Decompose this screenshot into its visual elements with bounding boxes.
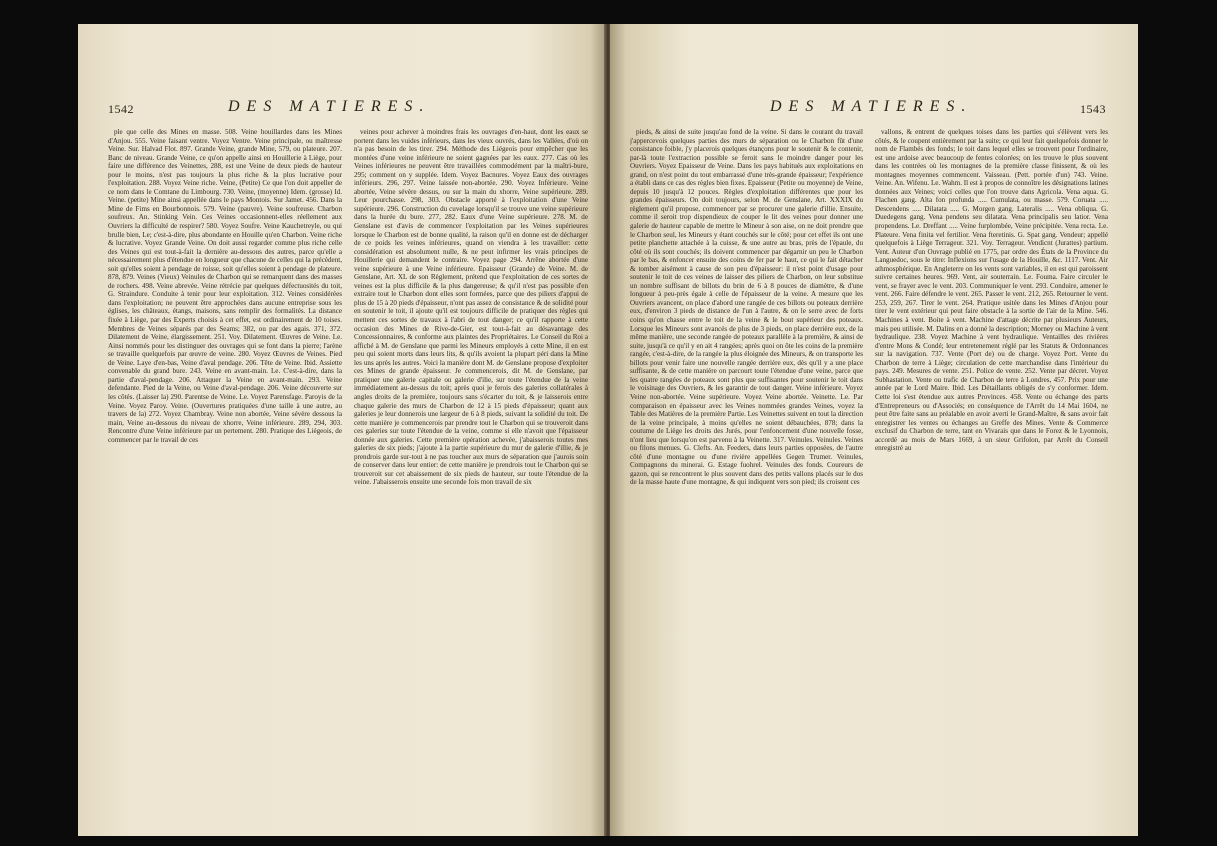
right-page (610, 24, 1138, 836)
book-spread (78, 24, 1138, 836)
right-page-number: 1543 (1080, 102, 1106, 116)
left-running-head: DES MATIERES. (228, 98, 431, 115)
left-column-1 (108, 128, 342, 824)
right-running-head: DES MATIERES. (770, 98, 973, 115)
right-column-1 (630, 128, 863, 824)
left-page (78, 24, 606, 836)
right-column-2-text: vallons, & entrent de quelques toises dans les parties qui s'élèvent vers les côtés, & le coupent entièrement par la suite; ce qui leur fait quelquefois donner le nom de Flambés des fonds; le toit dans lequel elles se trouvent pour l'ordinaire, est une ardoise avec beaucoup de fentes colorées; on les trouve le plus souvent dans les contrées où les montagnes de la première classe finissent, & où les montagnes moyennes commencent. Vaisseau. (Pett. portée d'un) 743. Veine. Veine. An. Wifenu. Le. Wahm. Il est à propos de connoître les désignations latines données aux Veines; voici celles que l'on trouve dans Agricola. Vena aqua. G. Flachen gang. Alta fon profunda ..... Cumulata, ou masse. 579. Coruata ..... Descendens ..... Dilatata ..... G. Morgen gang. Lateralis ..... Vena obliqua. G. Duedegens gang. Vena pendens seu dilatata. Vena principalis seu latior. Vena propendens. Le. Dreffant ..... Veine furplombée, Veine précipitée. Vena recta. Le. Plateure. Vena finita vel fertilior. Vena fteretinis. G. Spat gang. Vendeur; appellé quelquefois à Liège Terrageur. 321. Voy. Terrageur. Vendicnt (Jurattes) partium. Vent. Auteur d'un Ouvrage publié en 1775, par ordre des États de la Province du Languedoc, sous le titre: Inflexions sur l'usage de la Houille, &c. 1117. Vent. Air athmosphérique. En Angleterre on les vents sont variables, il en est qui paroissent suivre certaines heures. 969. Vent, air souterrain. Le. Fouma. Faire circuler le vent, se frayer avec le vent. 203. Communiquer le vent. 293. Conduire, amener le vent. 266. Faire défendre le vent. 265. Passer le vent. 212, 265. Retourner le vent. 253, 259, 267. Tirer le vent. 264. Pratique usitée dans les Mines d'Anjou pour tirer le vent extérieur qui peut faire obstacle à la sortie de l'air de la Mine. 546. Machines à vent. Boite à vent. Machine d'attage décrite par plusieurs Auteurs, mais peu utilisée. M. Dalins en a donné la description; Morney ou Machine à vent hydraulique. 238. Voyez Machine à vent hydraulique. Ventailles des rivières d'entre Mons & Condé; leur entretenement réglé par les Statuts & Ordonnances sur la navigation. 737. Vente (Port de) ou de charge. Voyez Port. Vente du Charbon de terre à Liège; circulation de cette marchandise dans l'intérieur du pays. 249. Mesures de vente. 251. Police de vente. 252. Vente par décret. Voyez Subhastation. Vente ou trafic de Charbon de terre à Londres, 457. Prix pour une année par le Lord Maire. Ibid. Les Détaillants obligés de s'y conformer. Idem. Cette loi s'est étendue aux autres Provinces. 458. Vente ou échange des parts d'Entrepreneurs ou d'Associés; en conséquence de l'Arrêt du 14 Mai 1604, ne peut être faite sans au préalable en avoir averti le Grand-Maître, & sans avoir fait enregistrer les ventes ou échanges au Greffe des Mines. Vente & Commerce exclusif du Charbon de terre, tant en Vivarais que dans le Forez & le Lyonnois, accordé au mois de Mars 1669, à un sieur Grifolon, par Arrêt du Conseil enregistré au (875, 128, 1108, 453)
left-page-number: 1542 (108, 102, 134, 116)
left-column-1-text: ple que celle des Mines en masse. 508. Veine houillardes dans les Mines d'Anjou. 555. Veine faisant ventre. Voyez Ventre. Veine principale, ou maîtresse Veine. Sur. Halvad Flot. 897. Grande Veine, grande Mine, 579, ou plateure. 207. Banc de niveau. Grande Veine, ce qu'on appelle ainsi en Houillerie à Liège, pour faire une différence des Veinettes, 288, est une Veine de deux pieds de hauteur pour le moins, n'est pas toujours la plus riche & la plus lucrative pour l'exploitation. 288. Voyez Veine riche. Veine, (Petite) Ce que l'on doit appeller de ce nom dans le Comtane du Limbourg. 730. Veine, (moyenne) Idem. (grosse) Id. Veine. (petite) Mine ainsi appellée dans le pays Montois. Sur Jamet. 456. Dans la Mine de Fims en Bourbonnois. 579. Veine (pauvre). Veine soufreuse. Charbon soufreux. An. Stinking Vein. Ces Veines occasionnent-elles réellement aux Ouvriers la difficulté de respirer? 580. Voyez Soufre. Veine Kauchetreyle, ou qui brulle bien, Le; c'est-à-dire, plus abondante en Houille qu'en Charbon. Veine riche & lucrative. Voyez Grande Veine. On doit aussi regarder comme plus riche celle des Veines qui est tout-à-fait la dernière au-dessous des autres, parce qu'elle a nécessairement plus d'étendue en longueur que chacune de celles qui la précèdent, soit qu'elles soient à pendage de roisse, soit qu'elles soient à pendage de plateure. 878, 879. Veines (Vieux) Veinules de Charbon qui se remarquent dans des masses de rochers. 498. Veine abrevée. Veine rétrécie par quelques défectuosités du toit, G. Straindure. Conduite à tenir pour leur exploitation. 312. Veines considérées dans l'exploitation; ne peuvent être approchées dans aucune entreprise sous les églises, les châteaux, étangs, maisons, sans remplir des formalités. La distance fixée à Liège, par des Experts choisis à cet effet, est ordinairement de 10 toises. Membres de Veines séparés par des Seams; 382, ou par des agais. 371, 372. Dilatement de Veine, élargissement. 251. Voy. Dilatement. Œuvres de Veine. Le. Ainsi nommés pour les distinguer des ouvrages qui se font dans la pierre; l'arène se travaille quelquefois par œuvre de veine. 280. Voyez Œuvres de Veines. Pied de Veine. Laye d'en-bas, Veine d'aval pendage. 206. Tête de Veine. Ibid. Assiette convenable du grand bure. 243. Veine en avant-main. Le. C'est-à-dire, dans la partie d'aval-pendage. 206. Attaquer la Veine en avant-main. 293. Veine defendante. Pied de la Veine, ou Veine d'aval-pendage. 206. Veine découverte sur les côtés. (Laisser la) 290. Parentse de Veine. Le. Voyez Parensfage. Paroyis de la Veine. Voyez Paroy. Veine. (Ouvertures pratiquées d'une taille à une autre, au travers de la) 272. Voyez Chambray. Veine non abortée, Veine sévère dessous la main, Veine au-dessous du niveau de xhorre, Veine inférieure. 289, 294, 303. Rencontre d'une Veine inférieure par un pertement. 280. Pratique des Liégeois, de commencer par le travail de ces (108, 128, 342, 444)
left-column-2 (354, 128, 588, 824)
left-column-2-text: veines pour achever à moindres frais les ouvrages d'en-haut, dont les eaux se portent dans les vuides inférieurs, dans les vieux ouvrés, dans les Vallées, d'où on n'a pas besoin de les tirer. 294. Méthode des Liégeois pour empêcher que les montées d'une veine inférieure ne soient gagnées par les eaux. 277. Cas où les Veines inférieures ne peuvent être travaillées commodément par la maîtri-bure, 295; comment on y supplée. Idem. Voyez Bacnures. Voyez Eaux des ouvrages inférieurs. 296, 297. Veine laissée non-abortée. 290. Voyez Inférieure. Veine abortée, Veine sévère dessus, ou sur la main du xhorre, Veine supérieure. 289. Leur pourchasse. 298, 303. Obstacle apporté à l'exploitation d'une Veine supérieure. 296. Construction du cuvelage lorsqu'il se trouve une veine supérieure dans la hurée du bure. 277, 282. Eaux d'une Veine supérieure. 278. M. de Genslane est d'avis de commencer l'exploitation par les Veines supérieures lorsque le Charbon est de bonne qualité, la raison qu'il en donne est de décharger de ce poids les veines inférieures, quand on viendra à les travailler: cette considération est absolument nulle, & ne peut infirmer les vrais principes de Houillerie qui demandent le contraire. Voyez page 294. Arrêne abortée d'une veine supérieure à une Veine inférieure. Epaisseur (Grande) de Veine. M. de Genslane, Art. XL de son Règlement, prétend que l'exploitation de ces sortes de veines est la plus difficile & la plus dangereuse; & qu'il n'est pas possible d'en extraire tout le Charbon dont elles sont formées, parce que des piliers d'appui de plus de 15 à 20 pieds d'épaisseur, n'ont pas assez de consistance & de solidité pour en soutenir le toit, il ajoute qu'il est toujours difficile de pratiquer des règles qui mettent ces sortes de travaux à l'abri de tout danger; ce qu'il rapporte à cette occasion des Mines de Rive-de-Gier, est tout-à-fait au désavantage des Concessionnaires, & conforme aux plaintes des Propriétaires. Le Conseil du Roi a affiché à M. de Genslane que parmi les Mineurs employés à cette Mine, il en est peu qui soient morts dans leurs lits, & qu'ils avoient la plupart péri dans la Mine les uns après les autres. Voici la manière dont M. de Genslane propose d'exploiter ces Mines de grande épaisseur. Je commencerois, dit M. de Genslane, par pratiquer une galerie capitale ou galerie d'ilie, sur toute l'étendue de la veine immédiatement au-dessus du toit; après quoi je ferois des galeries collatérales à angles droits de la première, toujours sans s'écarter du toit, & je laisserois entre chaque galerie des murs de Charbon de 12 à 15 pieds d'épaisseur; quant aux galeries je leur donnerois une largeur de 6 à 8 pieds, suivant la solidité du toit. De cette manière je commencerois par prendre tout le Charbon qui se trouveroit dans ces galeries sur toute l'étendue de la veine, comme si elle n'avoit que l'épaisseur donnée aux galeries. Cette première opération achevée, j'abaisserois toutes mes galeries de six pieds; j'ajoute à la partie supérieure du mur de galerie d'illie, & je prendrois garde sur-tout à ne pas toucher aux murs de séparation que j'aurois soin de conserver dans leur entier: de cette manière je prendrois tout le Charbon qui se trouveroit sur cet abaissement de six pieds de hauteur, sur toute l'étendue de la veine. J'abaisserois ensuite une seconde fois mon travail de six (354, 128, 588, 487)
right-columns (630, 128, 1108, 824)
left-columns (108, 128, 588, 824)
right-column-2 (875, 128, 1108, 824)
right-column-1-text: pieds, & ainsi de suite jusqu'au fond de la veine. Si dans le courant du travail j'appercevois quelques parties des murs de séparation ou le Charbon fût d'une consistance foible, j'y placerois quelques étançons pour le soutenir & le contenir, par-là toute l'extraction possible se feroit sans le moindre danger pour les Ouvriers. Voyez Epaisseur de Veine. Dans les pays habitués aux exploitations en grand, on n'est point du tout embarrassé d'une très-grande épaisseur; l'expérience a établi dans ce cas des règles bien fixes. Epaisseur (Petite ou moyenne) de Veine, depuis 10 jusqu'à 12 pouces. Règles d'exploitation différentes que pour les grandes épaisseurs. On doit toujours, selon M. de Genslane, Art. XXXIX du règlement qu'il propose, commencer par se procurer une galerie d'illie. Ensuite, comme il seroit trop dispendieux de couper le lit des veines pour donner une galerie de hauteur capable de mettre le Mineur à son aise, on ne doit prendre que le Charbon seul, les Mineurs y étant couchés sur le côté; pour cet effet ils ont une petite planchette attachée à la cuisse, & une autre au bras, près de l'épaule, du côté où ils sont couchés; ils doivent commencer par dégarnir un peu le Charbon par le bas, & enfoncer ensuite des coins de fer par le haut, ce qui le fait détacher & tomber aisément à cause de son peu d'épaisseur: il n'est point d'usage pour soutenir le toit de ces veines de laisser des piliers de Charbon, on leur substitue un nombre suffisant de billots du brin de 6 à 8 pouces de diamètre, & d'une longueur à peu-près égale à celle de l'épaisseur de la veine. A mesure que les Ouvriers avancent, on place d'abord une rangée de ces billots ou poteaux derrière eux, d'environ 3 pieds de distance de l'un à l'autre, & on le serre avec de forts coins qu'on chasse entre le toit de la veine & le bout supérieur des poteaux. Lorsque les Mineurs sont avancés de plus de 3 pieds, on place derrière eux, de la même manière, une seconde rangée de poteaux parallèle à la première, & ainsi de suite, jusqu'à ce qu'il y en ait 4 rangées; après quoi on ôte les coins de la première rangée, c'est-à-dire, de la rangée la plus éloignée des Mineurs, & on transporte les billots pour venir faire une nouvelle rangée derrière eux, dès qu'il y a une place suffisante, & de cette manière on parcourt toute l'étendue d'une veine, parce que les quatre rangées de poteaux sont plus que suffisantes pour soutenir le toit dans le voisinage des Ouvriers, & les garantir de tout danger. Veine inférieure. Voyez Veine non-abortée. Veine supérieure. Voyez Veine abortée. Veinette. Le. Par comparaison en épaisseur avec les Veines nommées grandes Veines, voyez la Table des Matières de la première Partie. Les Veinettes suivent en tout la direction de la veine principale, à moins qu'elles ne soient débauchées, 878; dans la coutume de Liège les droits des Jurés, pour l'enfoncement d'une nouvelle fosse, n'ont lieu que lorsqu'on est parvenu à la Veinette. 317. Veinules. Veinules. Veines ou filons menues. G. Clefts. An. Feeders, dans leurs parties opposées, de l'autre côté d'une montagne ou d'une rivière appellées Gegen Trumer. Veinules, Compagnons du minerai. G. Estage fuohrel. Veinules des fonds. Coureurs de gazon, qui se rencontrent le plus souvent dans des petits vallons placés sur le dos de la masse haute d'une montagne, & qui indiquent vers son pied; ils croisent ces (630, 128, 863, 487)
